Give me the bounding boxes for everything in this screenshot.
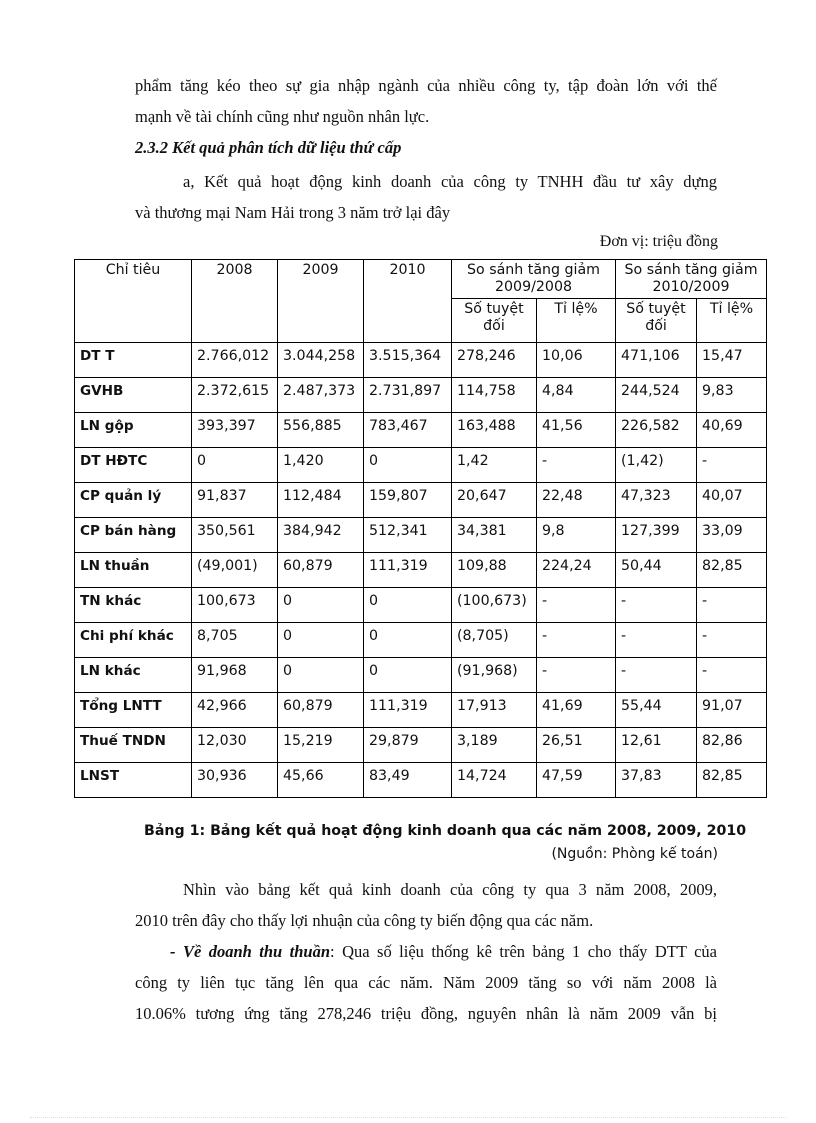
table-row	[75, 553, 767, 588]
table-cell: -	[537, 623, 616, 658]
table-cell: 111,319	[364, 553, 452, 588]
table-row	[75, 483, 767, 518]
revenue-text: : Qua số liệu thống kê trên bảng 1 cho thấy DTT của	[330, 942, 717, 961]
table-caption: Bảng 1: Bảng kết quả hoạt động kinh doanh qua các năm 2008, 2009, 2010	[144, 823, 747, 839]
table-row	[75, 448, 767, 483]
table-cell: 159,807	[364, 483, 452, 518]
table-cell: 783,467	[364, 413, 452, 448]
table-cell: 1,420	[278, 448, 364, 483]
table-cell: 9,83	[697, 378, 767, 413]
table-cell: 8,705	[192, 623, 278, 658]
table-cell: -	[537, 448, 616, 483]
row-label: DT T	[75, 343, 192, 378]
table-cell: 163,488	[452, 413, 537, 448]
table-row	[75, 378, 767, 413]
table-cell: 37,83	[616, 763, 697, 798]
table-cell: 91,968	[192, 658, 278, 693]
table-cell: 82,85	[697, 553, 767, 588]
row-label: LN thuần	[75, 553, 192, 588]
row-label: Tổng LNTT	[75, 693, 192, 728]
table-source: (Nguồn: Phòng kế toán)	[551, 846, 718, 862]
header-2008: 2008	[192, 260, 278, 343]
table-cell: 41,69	[537, 693, 616, 728]
header-compare-2010-2009: So sánh tăng giảm 2010/2009	[616, 260, 767, 299]
table-cell: 0	[278, 588, 364, 623]
row-label: DT HĐTC	[75, 448, 192, 483]
table-row	[75, 623, 767, 658]
table-cell: 512,341	[364, 518, 452, 553]
row-label: TN khác	[75, 588, 192, 623]
table-cell: 12,030	[192, 728, 278, 763]
revenue-line-1	[170, 942, 717, 962]
table-cell: 82,86	[697, 728, 767, 763]
header-ratio-1: Tỉ lệ%	[537, 299, 616, 343]
table-row	[75, 728, 767, 763]
table-cell: 350,561	[192, 518, 278, 553]
table-cell: (49,001)	[192, 553, 278, 588]
table-cell: 29,879	[364, 728, 452, 763]
table-cell: 0	[364, 623, 452, 658]
row-label: CP quản lý	[75, 483, 192, 518]
table-cell: -	[697, 588, 767, 623]
table-cell: 3,189	[452, 728, 537, 763]
table-cell: 226,582	[616, 413, 697, 448]
table-row	[75, 343, 767, 378]
table-cell: -	[616, 658, 697, 693]
table-cell: 91,837	[192, 483, 278, 518]
revenue-line-3: 10.06% tương ứng tăng 278,246 triệu đồng, nguyên nhân là năm 2009 vẫn bị	[135, 1004, 717, 1023]
row-label: LNST	[75, 763, 192, 798]
header-compare-2009-2008: So sánh tăng giảm 2009/2008	[452, 260, 616, 299]
table-cell: (1,42)	[616, 448, 697, 483]
page-bottom-divider	[30, 1117, 786, 1118]
table-cell: -	[537, 658, 616, 693]
header-2010: 2010	[364, 260, 452, 343]
table-row	[75, 658, 767, 693]
table-cell: 50,44	[616, 553, 697, 588]
business-results-table	[74, 259, 767, 798]
row-label: LN gộp	[75, 413, 192, 448]
table-cell: 4,84	[537, 378, 616, 413]
table-cell: 91,07	[697, 693, 767, 728]
table-cell: 60,879	[278, 693, 364, 728]
table-cell: 41,56	[537, 413, 616, 448]
table-row	[75, 413, 767, 448]
table-cell: -	[697, 448, 767, 483]
table-cell: 12,61	[616, 728, 697, 763]
table-cell: -	[697, 623, 767, 658]
table-cell: 45,66	[278, 763, 364, 798]
intro-line-1: phẩm tăng kéo theo sự gia nhập ngành của nhiều công ty, tập đoàn lớn với thế	[135, 76, 717, 95]
table-cell: 40,69	[697, 413, 767, 448]
table-cell: 244,524	[616, 378, 697, 413]
table-cell: 82,85	[697, 763, 767, 798]
row-label: LN khác	[75, 658, 192, 693]
table-cell: 20,647	[452, 483, 537, 518]
table-cell: 471,106	[616, 343, 697, 378]
table-cell: 127,399	[616, 518, 697, 553]
table-row	[75, 518, 767, 553]
table-cell: 47,323	[616, 483, 697, 518]
row-label: CP bán hàng	[75, 518, 192, 553]
table-cell: 109,88	[452, 553, 537, 588]
table-cell: 114,758	[452, 378, 537, 413]
table-cell: 55,44	[616, 693, 697, 728]
table-cell: 33,09	[697, 518, 767, 553]
row-label: GVHB	[75, 378, 192, 413]
table-cell: 0	[364, 448, 452, 483]
table-cell: 112,484	[278, 483, 364, 518]
table-cell: 2.372,615	[192, 378, 278, 413]
table-cell: 3.044,258	[278, 343, 364, 378]
table-cell: 30,936	[192, 763, 278, 798]
table-cell: 0	[364, 658, 452, 693]
header-indicator: Chỉ tiêu	[75, 260, 192, 343]
table-cell: 1,42	[452, 448, 537, 483]
table-cell: 100,673	[192, 588, 278, 623]
table-cell: (100,673)	[452, 588, 537, 623]
intro-line-2: mạnh về tài chính cũng như nguồn nhân lực.	[135, 107, 430, 126]
table-row	[75, 693, 767, 728]
table-cell: 2.731,897	[364, 378, 452, 413]
table-cell: 42,966	[192, 693, 278, 728]
unit-label: Đơn vị: triệu đồng	[599, 233, 718, 250]
revenue-line-2: công ty liên tục tăng lên qua các năm. Năm 2009 tăng so với năm 2008 là	[135, 973, 717, 992]
table-row	[75, 763, 767, 798]
table-cell: 15,47	[697, 343, 767, 378]
table-cell: 40,07	[697, 483, 767, 518]
header-absolute-1: Số tuyệt đối	[452, 299, 537, 343]
table-cell: 47,59	[537, 763, 616, 798]
table-cell: 224,24	[537, 553, 616, 588]
table-row	[75, 588, 767, 623]
table-cell: 384,942	[278, 518, 364, 553]
header-absolute-2: Số tuyệt đối	[616, 299, 697, 343]
table-cell: -	[616, 623, 697, 658]
subheading-line-2: và thương mại Nam Hải trong 3 năm trở lại đây	[135, 203, 451, 222]
table-cell: 14,724	[452, 763, 537, 798]
table-cell: 556,885	[278, 413, 364, 448]
header-2009: 2009	[278, 260, 364, 343]
row-label: Thuế TNDN	[75, 728, 192, 763]
table-cell: 83,49	[364, 763, 452, 798]
table-cell: 22,48	[537, 483, 616, 518]
table-cell: 17,913	[452, 693, 537, 728]
section-heading: 2.3.2 Kết quả phân tích dữ liệu thứ cấp	[135, 138, 402, 157]
table-cell: 0	[278, 658, 364, 693]
table-cell: 2.766,012	[192, 343, 278, 378]
table-cell: (8,705)	[452, 623, 537, 658]
header-ratio-2: Tỉ lệ%	[697, 299, 767, 343]
table-cell: 26,51	[537, 728, 616, 763]
table-cell: 9,8	[537, 518, 616, 553]
body-line-1: Nhìn vào bảng kết quả kinh doanh của công ty qua 3 năm 2008, 2009,	[183, 880, 717, 899]
table-cell: 2.487,373	[278, 378, 364, 413]
revenue-label: - Về doanh thu thuần	[170, 942, 331, 961]
subheading-line-1: a, Kết quả hoạt động kinh doanh của công ty TNHH đầu tư xây dựng	[183, 172, 717, 191]
table-cell: -	[537, 588, 616, 623]
table-cell: -	[616, 588, 697, 623]
table-cell: 0	[192, 448, 278, 483]
table-cell: 34,381	[452, 518, 537, 553]
table-cell: 60,879	[278, 553, 364, 588]
table-cell: 10,06	[537, 343, 616, 378]
table-cell: 0	[278, 623, 364, 658]
table-cell: 0	[364, 588, 452, 623]
table-cell: (91,968)	[452, 658, 537, 693]
body-line-2: 2010 trên đây cho thấy lợi nhuận của công ty biến động qua các năm.	[135, 911, 594, 930]
table-cell: -	[697, 658, 767, 693]
table-cell: 393,397	[192, 413, 278, 448]
table-cell: 278,246	[452, 343, 537, 378]
table-cell: 15,219	[278, 728, 364, 763]
row-label: Chi phí khác	[75, 623, 192, 658]
table-cell: 3.515,364	[364, 343, 452, 378]
table-cell: 111,319	[364, 693, 452, 728]
